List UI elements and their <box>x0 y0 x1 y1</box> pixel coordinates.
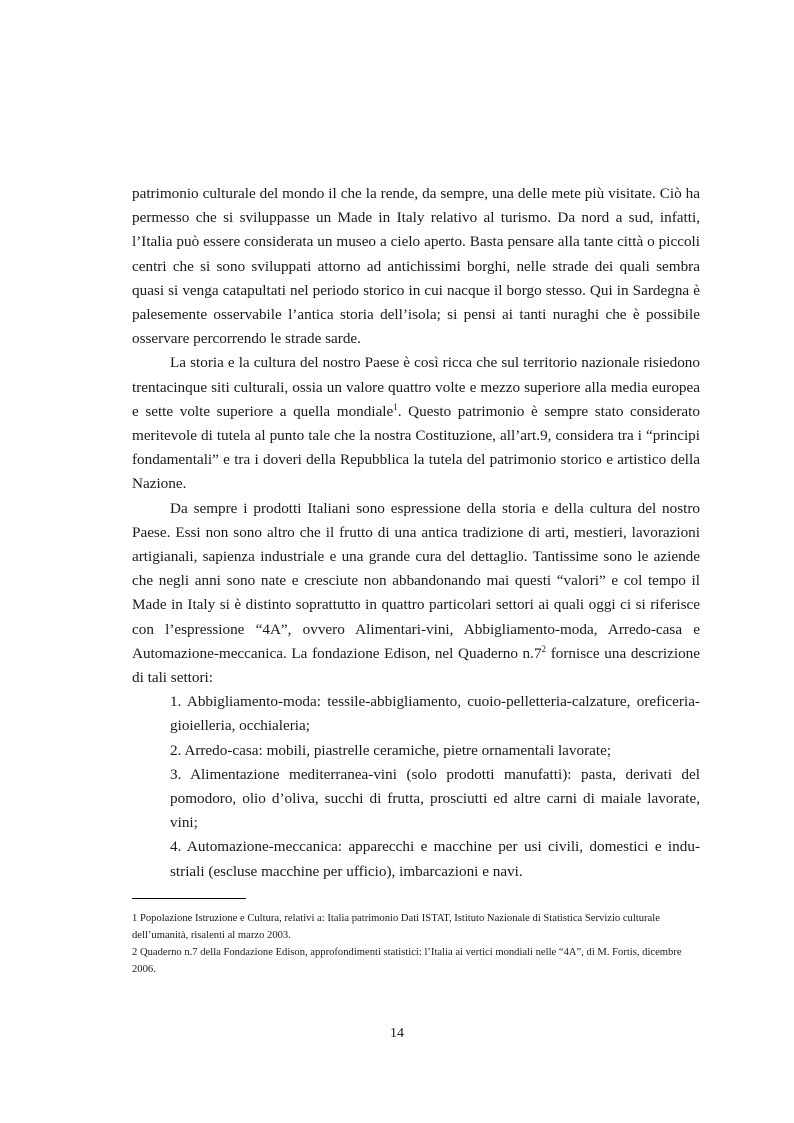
footnote-ref-2: 2 <box>541 643 547 654</box>
list-item: 4. Automazione-meccanica: apparecchi e macchine per usi civili, domestici e industriali (escluse macchine per ufficio), imbarcazioni e navi. <box>170 838 700 880</box>
footnotes <box>132 911 700 979</box>
footnote-2: 2 Quaderno n.7 della Fondazione Edison, approfondimenti statistici: l’Italia ai vertici mondiali nelle “4A”, di M. Fortis, dicembre 2006. <box>132 947 682 975</box>
page-number: 14 <box>390 1026 404 1041</box>
paragraph-3 <box>132 497 700 691</box>
footnote-1: 1 Popolazione Istruzione e Cultura, relativi a: Italia patrimonio Dati ISTAT, Istituto Nazionale di Statistica Servizio culturale dell’umanità, risalenti al marzo 2003. <box>132 913 660 941</box>
body-text <box>132 182 700 884</box>
paragraph-2-text-a: La storia e la cultura del nostro Paese è così ricca che sul territorio nazionale risiedono trentacinque siti culturali, ossia un valore quattro volte e mezzo superiore alla media europea e sette volte superiore a quella mondiale <box>132 354 700 420</box>
paragraph-2-text-b: . Questo patrimonio è sempre stato considerato meritevole di tutela al punto tale che la nostra Costituzione, all’art.9, considera tra i “principi fondamentali” e tra i doveri della Repubblica la tutela del patrimonio storico e artistico della Nazione. <box>132 402 700 493</box>
paragraph-2 <box>132 351 700 496</box>
paragraph-3-text-a: Da sempre i prodotti Italiani sono espressione della storia e della cultura del nostro Paese. Essi non sono altro che il frutto di una antica tradizione di arti, mestieri, lavorazioni artigianali, sapienza industriale e una grande cura del dettaglio. Tantissime sono le aziende che negli anni sono nate e cresciute non abbandonando mai questi “valori” e col tempo il Made in Italy si è distinto soprattutto in quattro particolari settori ai quali oggi ci si riferisce con l’espressione “4A”, ovvero Alimentari-vini, Abbigliamento-moda, Arredo-casa e Automazione-meccanica. La fondazione Edison, nel Quaderno n.7 <box>132 499 700 662</box>
sector-list <box>132 690 700 884</box>
paragraph-1: patrimonio culturale del mondo il che la rende, da sempre, una delle mete più visitate. Ciò ha permesso che si sviluppasse un Made in Italy relativo al turismo. Da nord a sud, infatti, l’Italia può essere considerata un museo a cielo aperto. Basta pensare alla tante città o piccoli centri che si sono sviluppati attorno ad antichissimi borghi, nelle strade dei quali sembra quasi si venga catapultati nel periodo storico in cui nacque il borgo stesso. Qui in Sardegna è palesemente osservabile l’antica storia dell’isola; si pensi ai tanti nuraghi che è possibile osservare percorrendo le strade sarde. <box>132 185 700 348</box>
paragraph-3-text-b: fornisce una descrizione di tali settori: <box>132 644 700 687</box>
list-item: 2. Arredo-casa: mobili, piastrelle ceramiche, pietre ornamentali lavorate; <box>170 741 612 759</box>
list-item: 1. Abbigliamento-moda: tessile-abbigliamento, cuoio-pelletteria-calzature, oreficeria-gioielleria, occhialeria; <box>170 693 700 735</box>
footnote-divider <box>132 898 246 899</box>
list-item: 3. Alimentazione mediterranea-vini (solo prodotti manufatti): pasta, derivati del pomodoro, olio d’oliva, succhi di frutta, prosciutti ed altre carni di maiale lavorate, vini; <box>170 765 700 832</box>
footnote-ref-1: 1 <box>393 401 398 412</box>
